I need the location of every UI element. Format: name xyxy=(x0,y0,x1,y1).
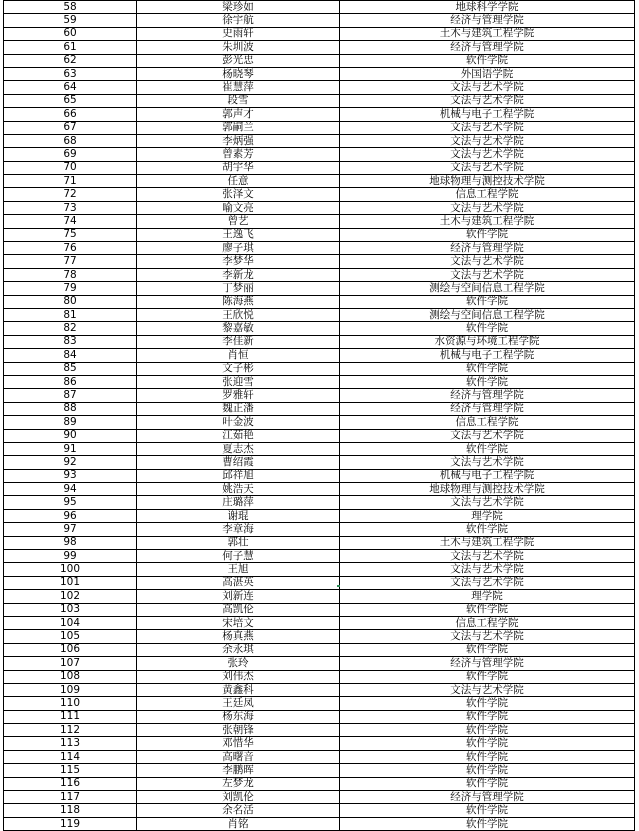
student-name-cell[interactable]: 叶金波 xyxy=(137,416,340,429)
row-number-cell[interactable]: 59 xyxy=(4,14,137,27)
student-name-cell[interactable]: 张迎雪 xyxy=(137,375,340,388)
row-number-cell[interactable]: 114 xyxy=(4,750,137,763)
college-cell[interactable]: 机械与电子工程学院 xyxy=(340,349,635,362)
table-row xyxy=(4,81,635,94)
student-name-cell[interactable]: 肖恒 xyxy=(137,349,340,362)
student-name-cell[interactable]: 文子彬 xyxy=(137,362,340,375)
table-row xyxy=(4,496,635,509)
college-cell[interactable]: 软件学院 xyxy=(340,603,635,616)
college-cell[interactable]: 文法与艺术学院 xyxy=(340,563,635,576)
table-row xyxy=(4,616,635,629)
college-cell[interactable]: 文法与艺术学院 xyxy=(340,496,635,509)
student-name-cell[interactable]: 刘凯伦 xyxy=(137,791,340,804)
table-row xyxy=(4,724,635,737)
table-row xyxy=(4,94,635,107)
student-name-cell[interactable]: 段雪 xyxy=(137,94,340,107)
table-row xyxy=(4,442,635,455)
table-row xyxy=(4,456,635,469)
college-cell[interactable]: 理学院 xyxy=(340,590,635,603)
row-number-cell[interactable]: 93 xyxy=(4,469,137,482)
table-row xyxy=(4,201,635,214)
row-number-cell[interactable]: 95 xyxy=(4,496,137,509)
table-row xyxy=(4,550,635,563)
student-name-cell[interactable]: 曾素芳 xyxy=(137,148,340,161)
college-cell[interactable]: 软件学院 xyxy=(340,750,635,763)
college-cell[interactable]: 地球物理与测控技术学院 xyxy=(340,483,635,496)
row-number-cell[interactable]: 58 xyxy=(4,1,137,14)
student-name-cell[interactable]: 庄璐萍 xyxy=(137,496,340,509)
student-name-cell[interactable]: 杨东海 xyxy=(137,710,340,723)
row-number-cell[interactable]: 67 xyxy=(4,121,137,134)
row-number-cell[interactable]: 97 xyxy=(4,523,137,536)
table-row xyxy=(4,161,635,174)
table-row xyxy=(4,121,635,134)
college-cell[interactable]: 经济与管理学院 xyxy=(340,791,635,804)
student-name-cell[interactable]: 高凯伦 xyxy=(137,603,340,616)
row-number-cell[interactable]: 94 xyxy=(4,483,137,496)
row-number-cell[interactable]: 96 xyxy=(4,509,137,522)
row-number-cell[interactable]: 82 xyxy=(4,322,137,335)
row-number-cell[interactable]: 73 xyxy=(4,201,137,214)
student-name-cell[interactable]: 夏志杰 xyxy=(137,442,340,455)
table-row xyxy=(4,630,635,643)
student-name-cell[interactable]: 郭壮 xyxy=(137,536,340,549)
student-name-cell[interactable]: 罗雅轩 xyxy=(137,389,340,402)
roster-body xyxy=(4,1,635,831)
college-cell[interactable]: 测绘与空间信息工程学院 xyxy=(340,282,635,295)
college-cell[interactable]: 软件学院 xyxy=(340,737,635,750)
student-name-cell[interactable]: 谢琨 xyxy=(137,509,340,522)
student-name-cell[interactable]: 姚浩天 xyxy=(137,483,340,496)
college-cell[interactable]: 经济与管理学院 xyxy=(340,657,635,670)
table-row xyxy=(4,282,635,295)
cell-marker xyxy=(337,585,340,587)
student-name-cell[interactable]: 余名活 xyxy=(137,804,340,817)
row-number-cell[interactable]: 78 xyxy=(4,268,137,281)
table-row xyxy=(4,750,635,763)
college-cell[interactable]: 软件学院 xyxy=(340,670,635,683)
row-number-cell[interactable]: 89 xyxy=(4,416,137,429)
college-cell[interactable]: 地球科学学院 xyxy=(340,1,635,14)
student-name-cell[interactable]: 邓惜华 xyxy=(137,737,340,750)
table-row xyxy=(4,308,635,321)
college-cell[interactable]: 软件学院 xyxy=(340,697,635,710)
table-row xyxy=(4,523,635,536)
student-name-cell[interactable]: 高湛英 xyxy=(137,576,340,589)
row-number-cell[interactable]: 90 xyxy=(4,429,137,442)
college-cell[interactable]: 外国语学院 xyxy=(340,67,635,80)
table-row xyxy=(4,27,635,40)
college-cell[interactable]: 软件学院 xyxy=(340,777,635,790)
row-number-cell[interactable]: 85 xyxy=(4,362,137,375)
college-cell[interactable]: 软件学院 xyxy=(340,710,635,723)
row-number-cell[interactable]: 102 xyxy=(4,590,137,603)
table-row xyxy=(4,576,635,589)
row-number-cell[interactable]: 109 xyxy=(4,683,137,696)
table-row xyxy=(4,322,635,335)
college-cell[interactable]: 经济与管理学院 xyxy=(340,14,635,27)
student-name-cell[interactable]: 杨真燕 xyxy=(137,630,340,643)
student-name-cell[interactable]: 王逸飞 xyxy=(137,228,340,241)
college-cell[interactable]: 土木与建筑工程学院 xyxy=(340,27,635,40)
row-number-cell[interactable]: 79 xyxy=(4,282,137,295)
student-name-cell[interactable]: 刘新连 xyxy=(137,590,340,603)
row-number-cell[interactable]: 81 xyxy=(4,308,137,321)
row-number-cell[interactable]: 86 xyxy=(4,375,137,388)
student-name-cell[interactable]: 宋培文 xyxy=(137,616,340,629)
student-name-cell[interactable]: 李鹏晖 xyxy=(137,764,340,777)
table-row xyxy=(4,429,635,442)
college-cell[interactable]: 文法与艺术学院 xyxy=(340,161,635,174)
college-cell[interactable]: 文法与艺术学院 xyxy=(340,134,635,147)
college-cell[interactable]: 地球物理与测控技术学院 xyxy=(340,175,635,188)
college-cell[interactable]: 文法与艺术学院 xyxy=(340,683,635,696)
college-cell[interactable]: 软件学院 xyxy=(340,54,635,67)
row-number-cell[interactable]: 116 xyxy=(4,777,137,790)
table-row xyxy=(4,41,635,54)
row-number-cell[interactable]: 110 xyxy=(4,697,137,710)
table-row xyxy=(4,509,635,522)
table-row xyxy=(4,817,635,830)
college-cell[interactable]: 软件学院 xyxy=(340,817,635,830)
student-name-cell[interactable]: 肖铭 xyxy=(137,817,340,830)
college-cell[interactable]: 机械与电子工程学院 xyxy=(340,469,635,482)
student-name-cell[interactable]: 魏正潘 xyxy=(137,402,340,415)
row-number-cell[interactable]: 112 xyxy=(4,724,137,737)
table-row xyxy=(4,375,635,388)
row-number-cell[interactable]: 76 xyxy=(4,242,137,255)
college-cell[interactable]: 文法与艺术学院 xyxy=(340,148,635,161)
row-number-cell[interactable]: 61 xyxy=(4,41,137,54)
student-name-cell[interactable]: 郭嗣兰 xyxy=(137,121,340,134)
row-number-cell[interactable]: 101 xyxy=(4,576,137,589)
college-cell[interactable]: 文法与艺术学院 xyxy=(340,255,635,268)
table-row xyxy=(4,335,635,348)
student-name-cell[interactable]: 江茹艳 xyxy=(137,429,340,442)
college-cell[interactable]: 文法与艺术学院 xyxy=(340,201,635,214)
table-row xyxy=(4,108,635,121)
college-cell[interactable]: 软件学院 xyxy=(340,322,635,335)
student-name-cell[interactable]: 胡宇华 xyxy=(137,161,340,174)
table-row xyxy=(4,697,635,710)
row-number-cell[interactable]: 75 xyxy=(4,228,137,241)
college-cell[interactable]: 土木与建筑工程学院 xyxy=(340,215,635,228)
table-row xyxy=(4,228,635,241)
college-cell[interactable]: 信息工程学院 xyxy=(340,188,635,201)
table-row xyxy=(4,657,635,670)
student-name-cell[interactable]: 杨晓琴 xyxy=(137,67,340,80)
student-name-cell[interactable]: 徐宇航 xyxy=(137,14,340,27)
row-number-cell[interactable]: 111 xyxy=(4,710,137,723)
row-number-cell[interactable]: 92 xyxy=(4,456,137,469)
row-number-cell[interactable]: 107 xyxy=(4,657,137,670)
table-row xyxy=(4,804,635,817)
row-number-cell[interactable]: 83 xyxy=(4,335,137,348)
row-number-cell[interactable]: 104 xyxy=(4,616,137,629)
college-cell[interactable]: 经济与管理学院 xyxy=(340,41,635,54)
student-name-cell[interactable]: 张泽文 xyxy=(137,188,340,201)
student-name-cell[interactable]: 李章海 xyxy=(137,523,340,536)
row-number-cell[interactable]: 65 xyxy=(4,94,137,107)
student-name-cell[interactable]: 张朝锋 xyxy=(137,724,340,737)
table-row xyxy=(4,389,635,402)
row-number-cell[interactable]: 119 xyxy=(4,817,137,830)
student-name-cell[interactable]: 李炳强 xyxy=(137,134,340,147)
student-name-cell[interactable]: 刘伟杰 xyxy=(137,670,340,683)
table-row xyxy=(4,536,635,549)
college-cell[interactable]: 软件学院 xyxy=(340,228,635,241)
college-cell[interactable]: 经济与管理学院 xyxy=(340,402,635,415)
table-row xyxy=(4,643,635,656)
college-cell[interactable]: 文法与艺术学院 xyxy=(340,81,635,94)
table-row xyxy=(4,67,635,80)
table-row xyxy=(4,148,635,161)
student-name-cell[interactable]: 王欣悦 xyxy=(137,308,340,321)
table-row xyxy=(4,54,635,67)
roster-table xyxy=(3,0,635,831)
table-row xyxy=(4,683,635,696)
table-row xyxy=(4,777,635,790)
row-number-cell[interactable]: 63 xyxy=(4,67,137,80)
student-name-cell[interactable]: 朱圳波 xyxy=(137,41,340,54)
college-cell[interactable]: 软件学院 xyxy=(340,295,635,308)
row-number-cell[interactable]: 115 xyxy=(4,764,137,777)
row-number-cell[interactable]: 91 xyxy=(4,442,137,455)
college-cell[interactable]: 土木与建筑工程学院 xyxy=(340,536,635,549)
table-row xyxy=(4,791,635,804)
student-name-cell[interactable]: 王廷凤 xyxy=(137,697,340,710)
table-row xyxy=(4,242,635,255)
table-row xyxy=(4,469,635,482)
college-cell[interactable]: 软件学院 xyxy=(340,362,635,375)
row-number-cell[interactable]: 68 xyxy=(4,134,137,147)
student-name-cell[interactable]: 李新龙 xyxy=(137,268,340,281)
row-number-cell[interactable]: 64 xyxy=(4,81,137,94)
student-name-cell[interactable]: 李梦华 xyxy=(137,255,340,268)
student-name-cell[interactable]: 王旭 xyxy=(137,563,340,576)
student-name-cell[interactable]: 高曙音 xyxy=(137,750,340,763)
row-number-cell[interactable]: 117 xyxy=(4,791,137,804)
row-number-cell[interactable]: 108 xyxy=(4,670,137,683)
table-row xyxy=(4,362,635,375)
row-number-cell[interactable]: 71 xyxy=(4,175,137,188)
table-row xyxy=(4,188,635,201)
row-number-cell[interactable]: 72 xyxy=(4,188,137,201)
row-number-cell[interactable]: 99 xyxy=(4,550,137,563)
table-row xyxy=(4,14,635,27)
college-cell[interactable]: 软件学院 xyxy=(340,804,635,817)
table-row xyxy=(4,764,635,777)
row-number-cell[interactable]: 98 xyxy=(4,536,137,549)
college-cell[interactable]: 经济与管理学院 xyxy=(340,242,635,255)
table-row xyxy=(4,215,635,228)
college-cell[interactable]: 软件学院 xyxy=(340,643,635,656)
college-cell[interactable]: 软件学院 xyxy=(340,724,635,737)
row-number-cell[interactable]: 105 xyxy=(4,630,137,643)
student-name-cell[interactable]: 陈海燕 xyxy=(137,295,340,308)
college-cell[interactable]: 信息工程学院 xyxy=(340,616,635,629)
college-cell[interactable]: 文法与艺术学院 xyxy=(340,576,635,589)
row-number-cell[interactable]: 74 xyxy=(4,215,137,228)
college-cell[interactable]: 文法与艺术学院 xyxy=(340,268,635,281)
college-cell[interactable]: 软件学院 xyxy=(340,375,635,388)
student-name-cell[interactable]: 任意 xyxy=(137,175,340,188)
row-number-cell[interactable]: 66 xyxy=(4,108,137,121)
student-name-cell[interactable]: 左梦龙 xyxy=(137,777,340,790)
college-cell[interactable]: 文法与艺术学院 xyxy=(340,456,635,469)
row-number-cell[interactable]: 84 xyxy=(4,349,137,362)
college-cell[interactable]: 经济与管理学院 xyxy=(340,389,635,402)
student-name-cell[interactable]: 喻文亮 xyxy=(137,201,340,214)
table-row xyxy=(4,1,635,14)
row-number-cell[interactable]: 69 xyxy=(4,148,137,161)
row-number-cell[interactable]: 60 xyxy=(4,27,137,40)
row-number-cell[interactable]: 103 xyxy=(4,603,137,616)
table-row xyxy=(4,710,635,723)
college-cell[interactable]: 软件学院 xyxy=(340,764,635,777)
table-row xyxy=(4,670,635,683)
college-cell[interactable]: 文法与艺术学院 xyxy=(340,429,635,442)
table-row xyxy=(4,268,635,281)
row-number-cell[interactable]: 118 xyxy=(4,804,137,817)
student-name-cell[interactable]: 张玲 xyxy=(137,657,340,670)
table-row xyxy=(4,295,635,308)
row-number-cell[interactable]: 70 xyxy=(4,161,137,174)
student-name-cell[interactable]: 邱祥旭 xyxy=(137,469,340,482)
student-name-cell[interactable]: 黄鑫科 xyxy=(137,683,340,696)
student-name-cell[interactable]: 丁梦丽 xyxy=(137,282,340,295)
table-row xyxy=(4,134,635,147)
student-name-cell[interactable]: 史雨轩 xyxy=(137,27,340,40)
student-name-cell[interactable]: 黎嘉敏 xyxy=(137,322,340,335)
table-row xyxy=(4,255,635,268)
row-number-cell[interactable]: 77 xyxy=(4,255,137,268)
student-name-cell[interactable]: 李佳新 xyxy=(137,335,340,348)
college-cell[interactable]: 软件学院 xyxy=(340,523,635,536)
row-number-cell[interactable]: 88 xyxy=(4,402,137,415)
student-name-cell[interactable]: 梁珍如 xyxy=(137,1,340,14)
table-row xyxy=(4,737,635,750)
college-cell[interactable]: 文法与艺术学院 xyxy=(340,94,635,107)
student-name-cell[interactable]: 余永琪 xyxy=(137,643,340,656)
row-number-cell[interactable]: 62 xyxy=(4,54,137,67)
college-cell[interactable]: 信息工程学院 xyxy=(340,416,635,429)
table-row xyxy=(4,563,635,576)
row-number-cell[interactable]: 106 xyxy=(4,643,137,656)
row-number-cell[interactable]: 87 xyxy=(4,389,137,402)
table-row xyxy=(4,175,635,188)
table-row xyxy=(4,349,635,362)
student-name-cell[interactable]: 曹绍霞 xyxy=(137,456,340,469)
row-number-cell[interactable]: 100 xyxy=(4,563,137,576)
student-name-cell[interactable]: 何子慧 xyxy=(137,550,340,563)
row-number-cell[interactable]: 80 xyxy=(4,295,137,308)
student-name-cell[interactable]: 彭光忠 xyxy=(137,54,340,67)
table-row xyxy=(4,590,635,603)
college-cell[interactable]: 软件学院 xyxy=(340,442,635,455)
college-cell[interactable]: 机械与电子工程学院 xyxy=(340,108,635,121)
table-row xyxy=(4,483,635,496)
college-cell[interactable]: 测绘与空间信息工程学院 xyxy=(340,308,635,321)
table-row xyxy=(4,416,635,429)
table-row xyxy=(4,402,635,415)
college-cell[interactable]: 水资源与环境工程学院 xyxy=(340,335,635,348)
student-name-cell[interactable]: 曾艺 xyxy=(137,215,340,228)
table-row xyxy=(4,603,635,616)
college-cell[interactable]: 文法与艺术学院 xyxy=(340,550,635,563)
row-number-cell[interactable]: 113 xyxy=(4,737,137,750)
student-name-cell[interactable]: 廖子琪 xyxy=(137,242,340,255)
college-cell[interactable]: 文法与艺术学院 xyxy=(340,630,635,643)
student-name-cell[interactable]: 郭声才 xyxy=(137,108,340,121)
student-name-cell[interactable]: 崔慧萍 xyxy=(137,81,340,94)
college-cell[interactable]: 理学院 xyxy=(340,509,635,522)
college-cell[interactable]: 文法与艺术学院 xyxy=(340,121,635,134)
